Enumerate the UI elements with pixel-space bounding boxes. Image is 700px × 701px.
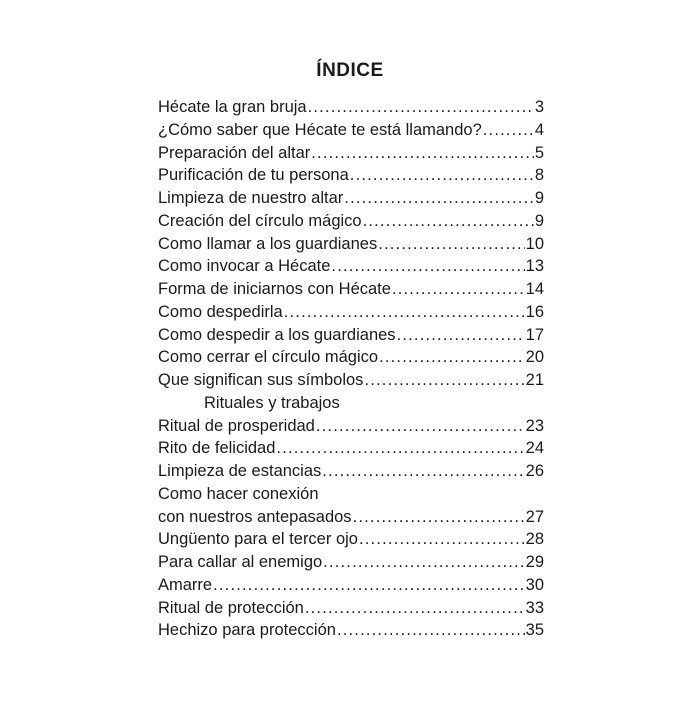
toc-entry: [158, 574, 544, 597]
toc-section-heading: Rituales y trabajos: [204, 393, 340, 412]
toc-entry-page: 17: [525, 325, 544, 344]
toc-entry-label: Ungüento para el tercer ojo: [158, 530, 358, 549]
toc-entry-page: 33: [525, 598, 544, 617]
toc-leader-dots: [359, 528, 525, 551]
toc-entry: [158, 324, 544, 347]
toc-entry-page: 30: [525, 575, 544, 594]
toc-leader-dots: [331, 255, 524, 278]
toc-entry-label: Rito de felicidad: [158, 439, 276, 458]
toc-entry-page: 20: [525, 348, 544, 367]
toc-leader-dots: [323, 551, 524, 574]
toc-entry: [158, 187, 544, 210]
page-title: ÍNDICE: [316, 60, 384, 81]
toc-entry: [158, 415, 544, 438]
toc-leader-dots: [378, 233, 524, 256]
toc-entry-label: Amarre: [158, 575, 213, 594]
toc-entry: [158, 164, 544, 187]
toc-entry-label: con nuestros antepasados: [158, 507, 352, 526]
toc-entry-label: Como despedirla: [158, 302, 283, 321]
toc-entry-page: 9: [534, 211, 544, 230]
toc-leader-dots: [322, 460, 524, 483]
toc-leader-dots: [311, 142, 534, 165]
toc-entry: [158, 301, 544, 324]
toc-entry: [158, 528, 544, 551]
toc-entry-page: 26: [525, 462, 544, 480]
toc-entry-page: 28: [525, 530, 544, 549]
toc-leader-dots: [364, 369, 524, 392]
toc-entry: [158, 119, 544, 142]
toc-leader-dots: [344, 187, 534, 210]
toc-entry: [158, 483, 544, 506]
toc-leader-dots: [337, 619, 525, 642]
toc-leader-dots: [284, 301, 525, 324]
toc-entry-page: 8: [534, 166, 544, 185]
toc-entry-page: 21: [525, 371, 544, 389]
toc-leader-dots: [213, 574, 525, 597]
toc-leader-dots: [305, 597, 525, 620]
toc-entry-label: Que significan sus símbolos: [158, 371, 364, 389]
toc-entry-page: 14: [525, 280, 544, 298]
toc-entry-label: Limpieza de estancias: [158, 462, 322, 480]
toc-entry: [158, 460, 544, 483]
toc-entry-label: Creación del círculo mágico: [158, 211, 362, 230]
toc-entry: [158, 255, 544, 278]
toc-entry-label: Ritual de protección: [158, 598, 304, 617]
toc-entry-page: 5: [534, 143, 544, 162]
toc-leader-dots: [316, 415, 525, 438]
toc-entry-page: 35: [525, 621, 544, 640]
toc-entry: [158, 233, 544, 256]
toc-entry: [158, 96, 544, 119]
toc-entry: [158, 619, 544, 642]
toc-entry-page: 16: [525, 302, 544, 321]
toc-entry-page: 24: [525, 439, 544, 458]
toc-entry-label: Como hacer conexión: [158, 484, 319, 503]
toc-leader-dots: [363, 210, 534, 233]
toc-entry-label: Como despedir a los guardianes: [158, 325, 396, 344]
toc-entry: [158, 551, 544, 574]
toc-entry-label: Forma de iniciarnos con Hécate: [158, 280, 391, 298]
toc-entry-page: 27: [525, 507, 544, 526]
toc-leader-dots: [353, 506, 525, 529]
toc-entry-label: Purificación de tu persona: [158, 166, 349, 185]
toc-leader-dots: [392, 278, 525, 301]
toc-entry-page: 10: [525, 234, 544, 253]
toc-entry-page: 4: [534, 120, 544, 139]
toc-entry-label: Hechizo para protección: [158, 621, 336, 640]
toc-entry: [158, 369, 544, 392]
toc-leader-dots: [483, 119, 534, 142]
toc-leader-dots: [397, 324, 525, 347]
toc-leader-dots: [276, 437, 524, 460]
toc-entry-page: 3: [534, 98, 544, 116]
toc-leader-dots: [350, 164, 534, 187]
toc-entry: [158, 278, 544, 301]
toc-entry: [158, 142, 544, 165]
toc-entry: [158, 346, 544, 369]
toc-entry-page: 23: [525, 416, 544, 435]
toc-entry: [158, 597, 544, 620]
toc-leader-dots: [379, 346, 525, 369]
toc-entry-page: 13: [525, 257, 544, 276]
toc-entry: [158, 437, 544, 460]
toc-entry-label: Para callar al enemigo: [158, 553, 323, 571]
toc-entry: [158, 210, 544, 233]
toc-entry-label: Como cerrar el círculo mágico: [158, 348, 379, 367]
toc-entry-label: Hécate la gran bruja: [158, 98, 307, 116]
toc-leader-dots: [308, 96, 534, 119]
toc-entry-label: ¿Cómo saber que Hécate te está llamando?: [158, 120, 482, 139]
toc-entry-label: Preparación del altar: [158, 143, 311, 162]
toc-entry-page: 29: [525, 553, 544, 571]
table-of-contents: [158, 96, 544, 642]
toc-entry: [158, 506, 544, 529]
toc-entry-page: 9: [534, 189, 544, 207]
toc-entry-label: Como llamar a los guardianes: [158, 234, 378, 253]
toc-entry-label: Limpieza de nuestro altar: [158, 189, 344, 207]
toc-entry-label: Como invocar a Hécate: [158, 257, 331, 276]
toc-entry-label: Ritual de prosperidad: [158, 416, 315, 435]
